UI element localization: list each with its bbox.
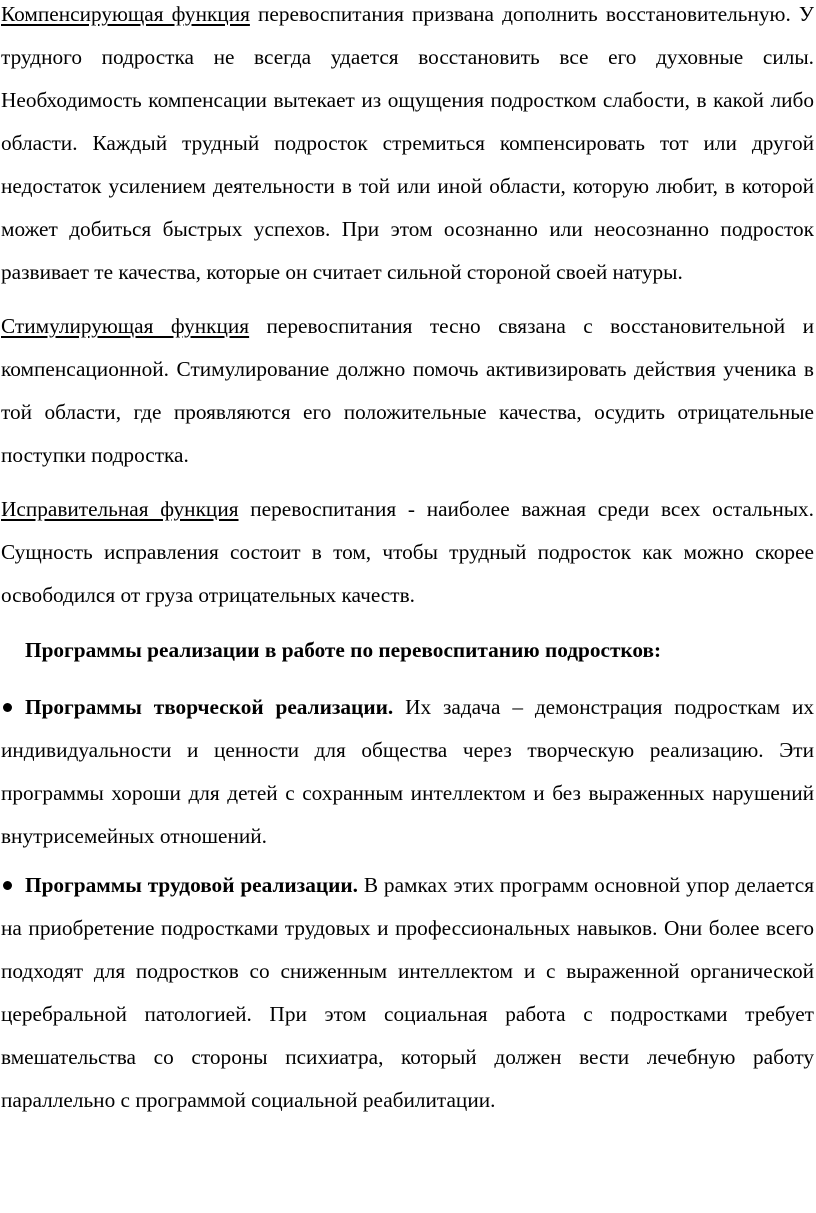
bullet-dot-icon [3, 703, 12, 712]
bullet-title: Программы трудовой реализации. [25, 873, 359, 897]
paragraph-text: перевоспитания - наиболее важная среди всех остальных. Сущность исправления состоит в том, чтобы трудный подросток как можно скорее освободился от груза отрицательных качеств. [1, 497, 815, 607]
term-corrective-function: Исправительная функция [1, 497, 239, 521]
paragraph-compensatory-function [1, 0, 814, 294]
bullet-text: В рамках этих программ основной упор делается на приобретение подростками трудовых и профессиональных навыков. Они более всего подходят для подростков со сниженным интеллектом и с выраженной органической церебральной патологией. При этом социальная работа с подростками требует вмешательства со стороны психиатра, который должен вести лечебную работу параллельно с программой социальной реабилитации. [1, 873, 814, 1112]
term-stimulating-function: Стимулирующая функция [1, 314, 250, 338]
paragraph-stimulating-function [1, 305, 814, 477]
section-heading: Программы реализации в работе по перевоспитанию подростков: [25, 638, 662, 662]
bullet-labor-programs [1, 864, 814, 1122]
bullet-dot-icon [3, 881, 12, 890]
bullet-title: Программы творческой реализации. [25, 695, 394, 719]
bullet-creative-programs [1, 686, 814, 858]
bullet-text: Их задача – демонстрация подросткам их индивидуальности и ценности для общества через творческую реализацию. Эти программы хороши для детей с сохранным интеллектом и без выраженных нарушений внутрисемейных отношений. [1, 695, 814, 848]
paragraph-corrective-function [1, 488, 814, 617]
paragraph-text: перевоспитания призвана дополнить восстановительную. У трудного подростка не всегда удается восстановить все его духовные силы. Необходимость компенсации вытекает из ощущения подростком слабости, в какой либо области. Каждый трудный подросток стремиться компенсировать тот или другой недостаток усилением деятельности в той или иной области, которую любит, в которой может добиться быстрых успехов. При этом осознанно или неосознанно подросток развивает те качества, которые он считает сильной стороной своей натуры. [1, 2, 814, 284]
term-compensatory-function: Компенсирующая функция [1, 2, 250, 26]
paragraph-text: перевоспитания тесно связана с восстановительной и компенсационной. Стимулирование должно помочь активизировать действия ученика в той области, где проявляются его положительные качества, осудить отрицательные поступки подростка. [1, 314, 814, 467]
